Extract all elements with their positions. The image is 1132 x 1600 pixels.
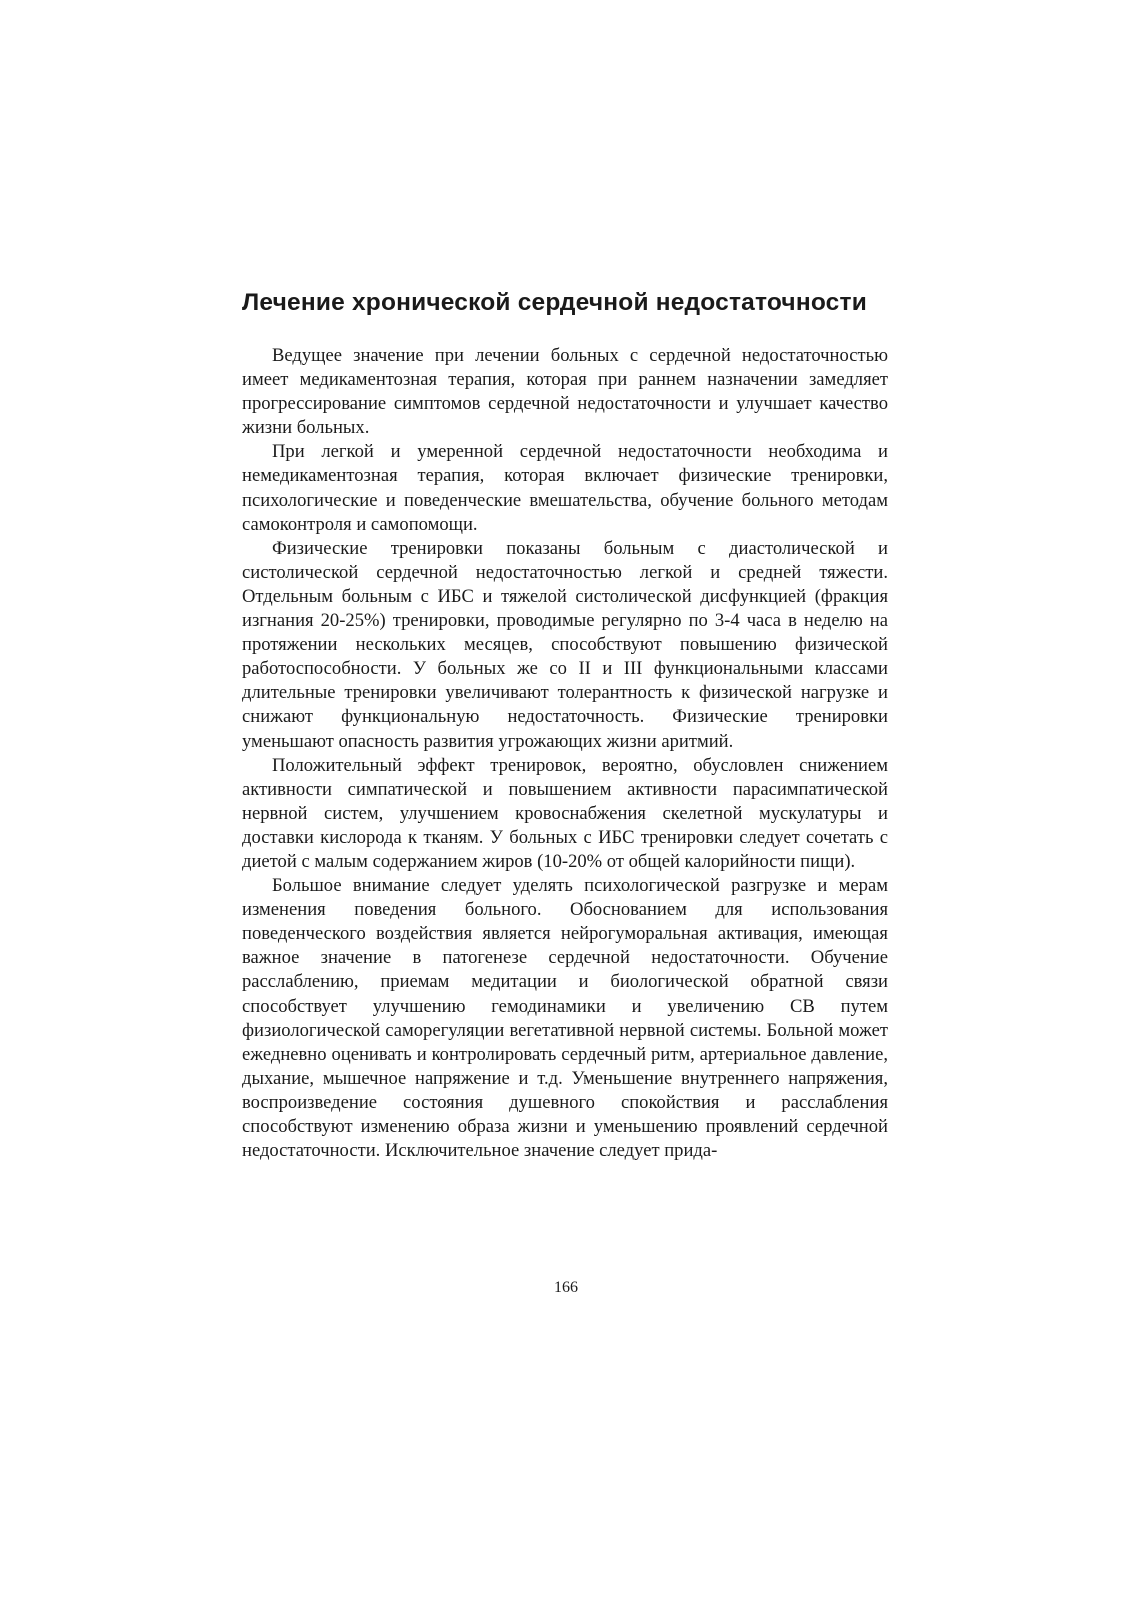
section-heading: Лечение хронической сердечной недостаточности [242, 289, 867, 316]
page-number: 166 [554, 1279, 578, 1296]
paragraph: Положительный эффект тренировок, вероятно, обусловлен снижением активности симпатической и повышением активности парасимпатической нервной систем, улучшением кровоснабжения скелетной мускулатуры и доставки кислорода к тканям. У больных с ИБС тренировки следует сочетать с диетой с малым содержанием жиров (10-20% от общей калорийности пищи). [242, 754, 888, 872]
paragraph: Ведущее значение при лечении больных с сердечной недостаточностью имеет медикаментозная терапия, которая при раннем назначении замедляет прогрессирование симптомов сердечной недостаточности и улучшает качество жизни больных. [242, 345, 888, 439]
paragraph: Физические тренировки показаны больным с диастолической и систолической сердечной недостаточностью легкой и средней тяжести. Отдельным больным с ИБС и тяжелой систолической дисфункцией (фракция изгнания 20-25%) тренировки, проводимые регулярно по 3-4 часа в неделю на протяжении нескольких месяцев, способствуют повышению физической работоспособности. У больных же со II и III функциональными классами длительные тренировки увеличивают толерантность к физической нагрузке и снижают функциональную недостаточность. Физические тренировки уменьшают опасность развития угрожающих жизни аритмий. [242, 537, 888, 752]
body-text [242, 344, 888, 1163]
paragraph: При легкой и умеренной сердечной недостаточности необходима и немедикаментозная терапия, которая включает физические тренировки, психологические и поведенческие вмешательства, обучение больного методам самоконтроля и самопомощи. [242, 441, 888, 535]
paragraph: Большое внимание следует уделять психологической разгрузке и мерам изменения поведения больного. Обоснованием для использования поведенческого воздействия является нейрогуморальная активация, имеющая важное значение в патогенезе сердечной недостаточности. Обучение расслаблению, приемам медитации и биологической обратной связи способствует улучшению гемодинамики и увеличению СВ путем физиологической саморегуляции вегетативной нервной системы. Больной может ежедневно оценивать и контролировать сердечный ритм, артериальное давление, дыхание, мышечное напряжение и т.д. Уменьшение внутреннего напряжения, воспроизведение состояния душевного спокойствия и расслабления способствуют изменению образа жизни и уменьшению проявлений сердечной недостаточности. Исключительное значение следует прида- [242, 875, 888, 1162]
